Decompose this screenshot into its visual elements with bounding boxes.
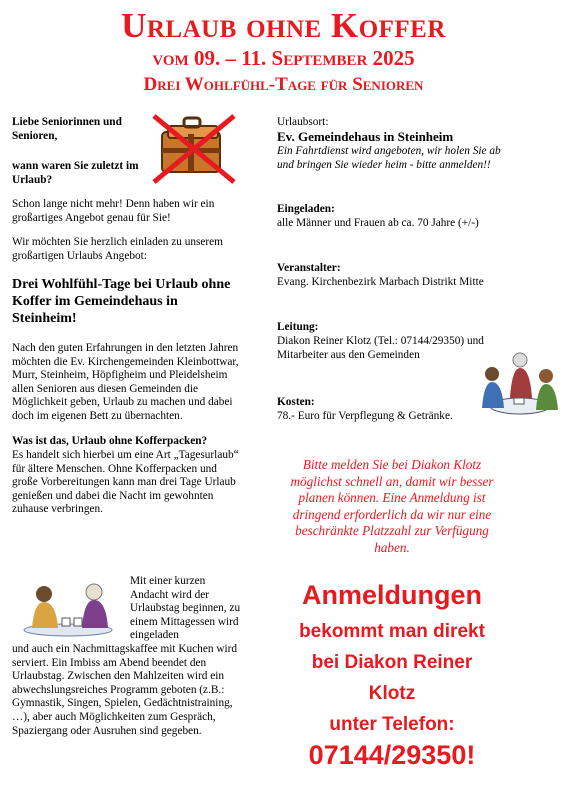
ort-note: Ein Fahrtdienst wird angeboten, wir holen Sie ab und bringen Sie wieder heim - bitte anmelden!! bbox=[277, 145, 501, 171]
paragraph-5b: und auch ein Nachmittagskaffee mit Kuchen wird serviert. Ein Imbiss am Abend beendet den Urlaubstag. Zwischen den Mahlzeiten wird ein abwechslungsreiches Programm geboten (z.B.: Gymnastik, Singen, Spielen, Gedächtnistraining, …), aber auch Möglichkeiten zum Gespräch, Spaziergang oder Ausruhen sind gegeben. bbox=[12, 643, 238, 737]
page-subtitle: Drei Wohlfühl-Tage für Senioren bbox=[143, 74, 424, 95]
paragraph-2: Wir möchten Sie herzlich einladen zu unserem großartigen Urlaubs Angebot: bbox=[12, 236, 223, 262]
event-dates: vom 09. – 11. September 2025 bbox=[152, 46, 415, 70]
paragraph-5a: Mit einer kurzen Andacht wird der Urlaubstag beginnen, zu einem Mittagessen wird eingeladen bbox=[130, 575, 241, 642]
seniors-at-table-icon bbox=[478, 348, 560, 434]
leitung-label: Leitung: bbox=[277, 321, 319, 333]
seniors-coffee-icon bbox=[12, 580, 122, 640]
anmeldung-line-2: bei Diakon Reiner bbox=[311, 652, 473, 673]
phone-number[interactable]: 07144/29350! bbox=[308, 740, 476, 770]
page-title: Urlaub ohne Koffer bbox=[121, 6, 446, 45]
leitung-value: Diakon Reiner Klotz (Tel.: 07144/29350) und Mitarbeiter aus den Gemeinden bbox=[277, 335, 484, 361]
ort-label: Urlaubsort: bbox=[277, 116, 329, 128]
anmeldung-line-4: unter Telefon: bbox=[329, 714, 455, 735]
veranstalter-value: Evang. Kirchenbezirk Marbach Distrikt Mitte bbox=[277, 276, 484, 288]
eingeladen-label: Eingeladen: bbox=[277, 203, 335, 215]
paragraph-4: Es handelt sich hierbei um eine Art „Tagesurlaub“ für ältere Menschen. Ohne Kofferpacken und große Vorbereitungen kann man drei Tage Urlaub genießen und dabei die Nacht im gewohnten zuhause verbringen. bbox=[12, 449, 239, 516]
kosten-value: 78.- Euro für Verpflegung & Getränke. bbox=[277, 410, 453, 422]
kosten-label: Kosten: bbox=[277, 396, 315, 408]
ort-value: Ev. Gemeindehaus in Steinheim bbox=[277, 129, 454, 144]
anmeldungen-heading: Anmeldungen bbox=[302, 580, 482, 610]
crossed-suitcase-icon bbox=[148, 110, 240, 186]
paragraph-3: Nach den guten Erfahrungen in den letzten Jahren möchten die Ev. Kirchengemeinden Kleinbottwar, Murr, Steinheim, Höpfigheim und Pleidelsheim allen Senioren aus diesen Gemeinden die Möglichkeit geben, Urlaub zu machen und dabei doch im eigenen Bett zu übernachten. bbox=[12, 342, 239, 422]
anmeldung-line-1: bekommt man direkt bbox=[299, 621, 485, 642]
highlight-offer: Drei Wohlfühl-Tage bei Urlaub ohne Koffer im Gemeindehaus in Steinheim! bbox=[12, 277, 231, 326]
eingeladen-value: alle Männer und Frauen ab ca. 70 Jahre (+/-) bbox=[277, 217, 479, 229]
registration-notice: Bitte melden Sie bei Diakon Klotz möglichst schnell an, damit wir besser planen können. Eine Anmeldung ist dringend erforderlich da wir nur eine beschränkte Platzzahl zur Verfügung haben. bbox=[290, 457, 494, 555]
question-2: Was ist das, Urlaub ohne Kofferpacken? bbox=[12, 435, 208, 447]
veranstalter-label: Veranstalter: bbox=[277, 262, 341, 274]
anmeldung-line-3: Klotz bbox=[368, 683, 416, 704]
paragraph-1: Schon lange nicht mehr! Denn haben wir ein großartiges Angebot genau für Sie! bbox=[12, 198, 215, 224]
greeting: Liebe Seniorinnen und Senioren, bbox=[12, 116, 122, 142]
question: wann waren Sie zuletzt im Urlaub? bbox=[12, 160, 139, 186]
